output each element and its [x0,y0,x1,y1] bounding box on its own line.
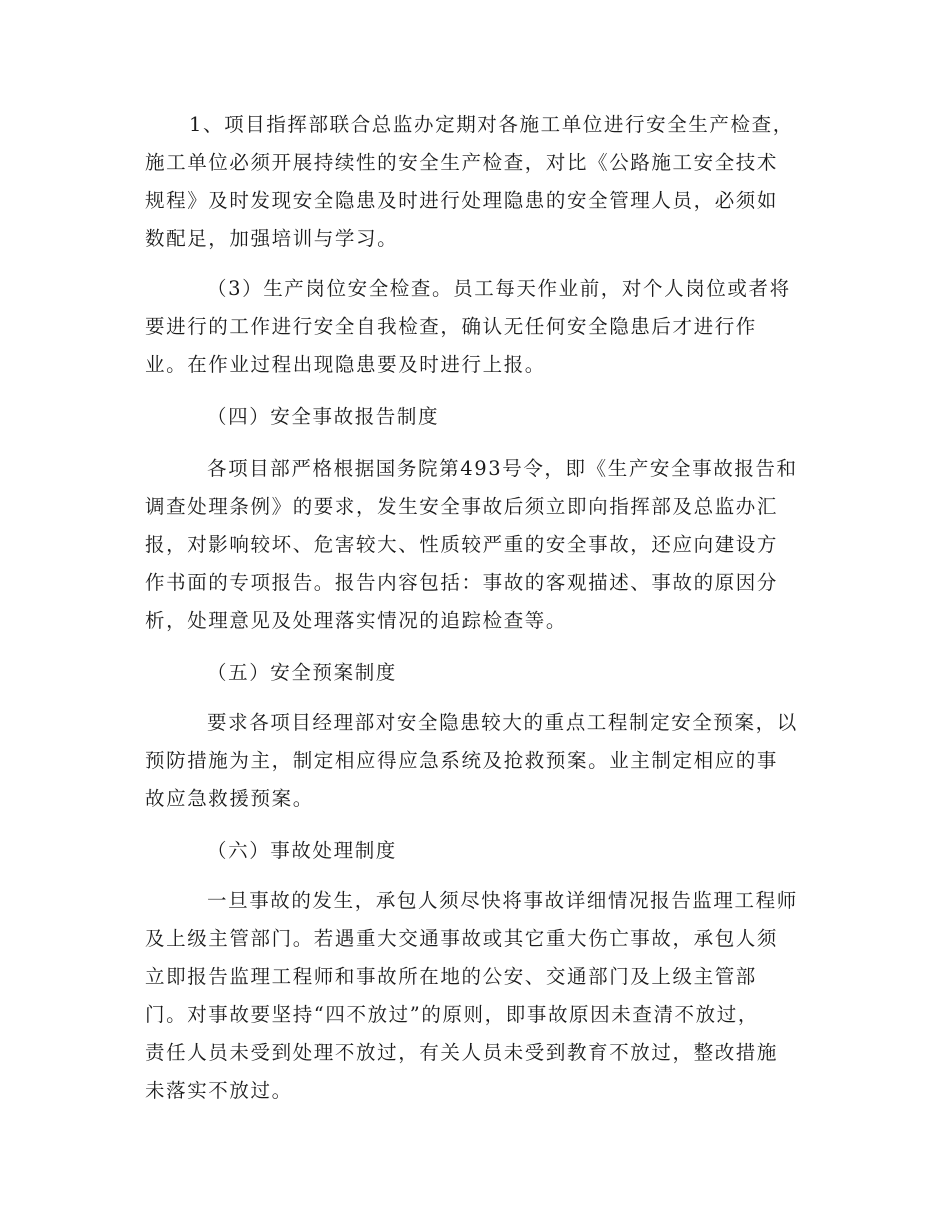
text-line: 调查处理条例》的要求，发生安全事故后须立即向指挥部及总监办汇 [145,495,779,518]
text-line: 故应急救援预案。 [145,787,314,810]
text-line: （3）生产岗位安全检查。员工每天作业前，对个人岗位或者将 [207,277,791,300]
text-line: 责任人员未受到处理不放过，有关人员未受到教育不放过，整改措施 [145,1041,779,1064]
section-heading: （六）事故处理制度 [207,839,397,862]
text-line: 立即报告监理工程师和事故所在地的公安、交通部门及上级主管部 [145,965,757,988]
text-line: 门。对事故要坚持“四不放过”的原则，即事故原因未查清不放过， [145,1003,759,1026]
text-line: 各项目部严格根据国务院第493号令，即《生产安全事故报告和 [207,457,798,480]
section-heading-accident-report [145,398,805,436]
text-line: 析，处理意见及处理落实情况的追踪检查等。 [145,609,568,632]
section-heading: （五）安全预案制度 [207,661,397,684]
text-line: 作书面的专项报告。报告内容包括：事故的客观描述、事故的原因分 [145,571,779,594]
text-line: 业。在作业过程出现隐患要及时进行上报。 [145,353,546,376]
paragraph-emergency-plan [145,704,805,818]
text-line: 未落实不放过。 [145,1079,293,1102]
section-heading-accident-handling [145,832,805,870]
paragraph-inspection [145,106,805,258]
text-line: 预防措施为主，制定相应得应急系统及抢救预案。业主制定相应的事 [145,749,779,772]
section-heading-emergency-plan [145,654,805,692]
paragraph-accident-handling [145,882,805,1110]
text-line: 施工单位必须开展持续性的安全生产检查，对比《公路施工安全技术 [145,151,779,174]
text-line: 规程》及时发现安全隐患及时进行处理隐患的安全管理人员，必须如 [145,189,779,212]
text-line: 报，对影响较坏、危害较大、性质较严重的安全事故，还应向建设方 [145,533,779,556]
paragraph-post-inspection [145,270,805,384]
text-line: 要求各项目经理部对安全隐患较大的重点工程制定安全预案，以 [207,711,798,734]
text-line: 数配足，加强培训与学习。 [145,227,399,250]
text-line: 要进行的工作进行安全自我检查，确认无任何安全隐患后才进行作 [145,315,757,338]
paragraph-accident-report [145,450,805,640]
text-line: 1、项目指挥部联合总监办定期对各施工单位进行安全生产检查， [189,113,794,136]
section-heading: （四）安全事故报告制度 [207,405,440,428]
text-line: 一旦事故的发生，承包人须尽快将事故详细情况报告监理工程师 [207,889,798,912]
text-line: 及上级主管部门。若遇重大交通事故或其它重大伤亡事故，承包人须 [145,927,779,950]
